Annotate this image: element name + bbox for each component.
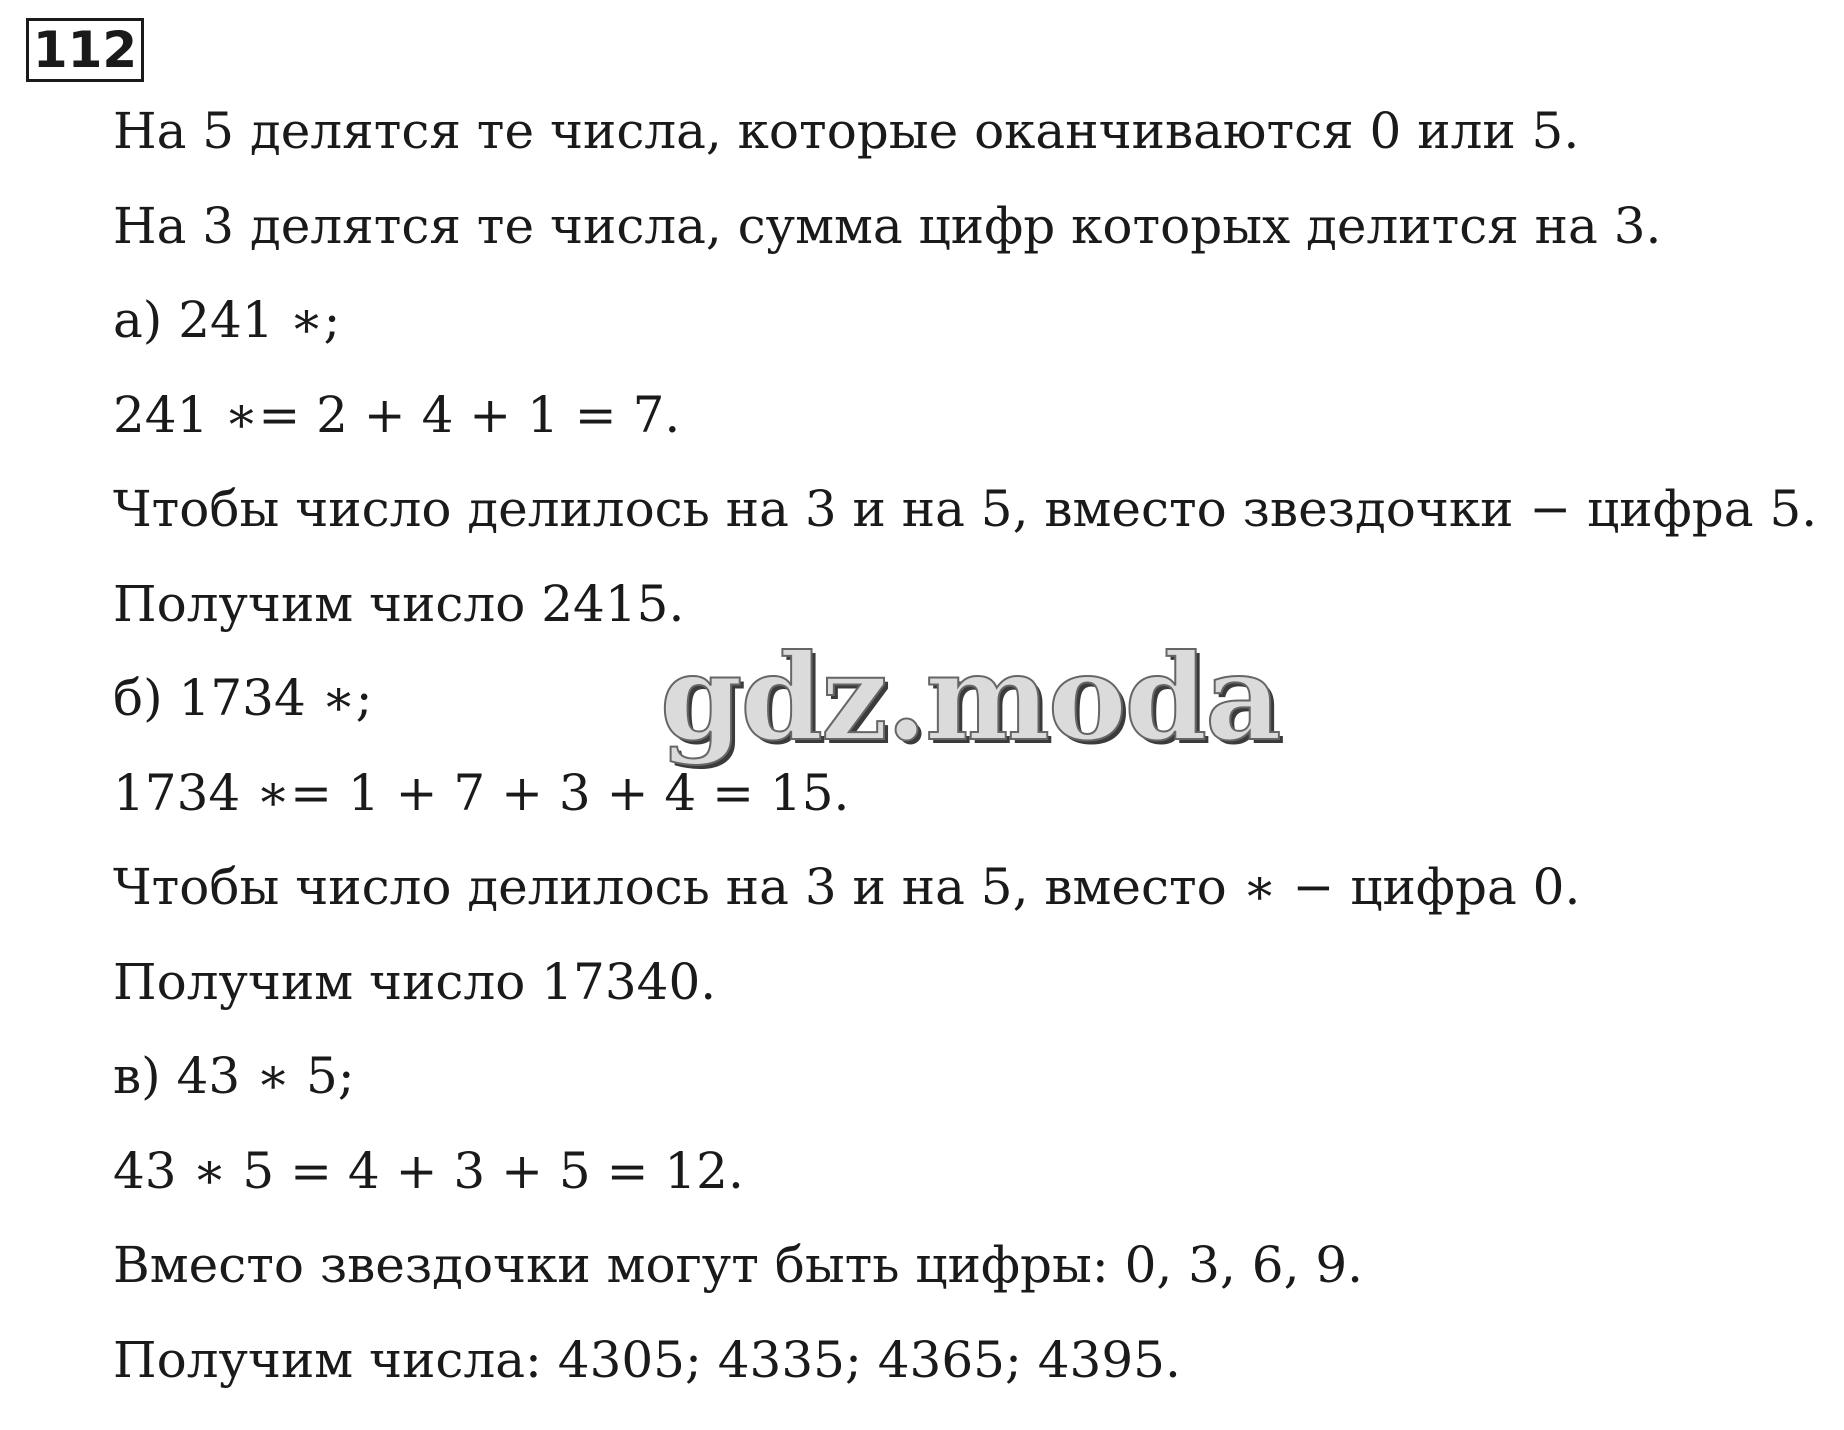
text-line: Получим число 17340. <box>113 952 717 1011</box>
text-line: в) 43 ∗ 5; <box>113 1047 355 1105</box>
text-line: Получим числа: 4305; 4335; 4365; 4395. <box>113 1330 1181 1389</box>
text-line: Чтобы число делилось на 3 и на 5, вместо звездочки − цифра 5. <box>113 480 1818 538</box>
text-line: 1734 ∗= 1 + 7 + 3 + 4 = 15. <box>113 763 850 822</box>
watermark-logo: gdz.moda <box>660 628 1280 767</box>
problem-number: 112 <box>26 18 144 82</box>
text-line: На 3 делятся те числа, сумма цифр которых делится на 3. <box>113 196 1662 255</box>
text-line: 241 ∗= 2 + 4 + 1 = 7. <box>113 385 681 444</box>
text-line: 43 ∗ 5 = 4 + 3 + 5 = 12. <box>113 1141 744 1200</box>
text-line: б) 1734 ∗; <box>113 669 373 727</box>
text-line: Чтобы число делилось на 3 и на 5, вместо ∗ − цифра 0. <box>113 858 1581 916</box>
text-line: а) 241 ∗; <box>113 291 341 349</box>
text-line: Получим число 2415. <box>113 574 685 633</box>
text-line: На 5 делятся те числа, которые оканчиваются 0 или 5. <box>113 102 1580 160</box>
text-line: Вместо звездочки могут быть цифры: 0, 3, 6, 9. <box>113 1236 1364 1294</box>
